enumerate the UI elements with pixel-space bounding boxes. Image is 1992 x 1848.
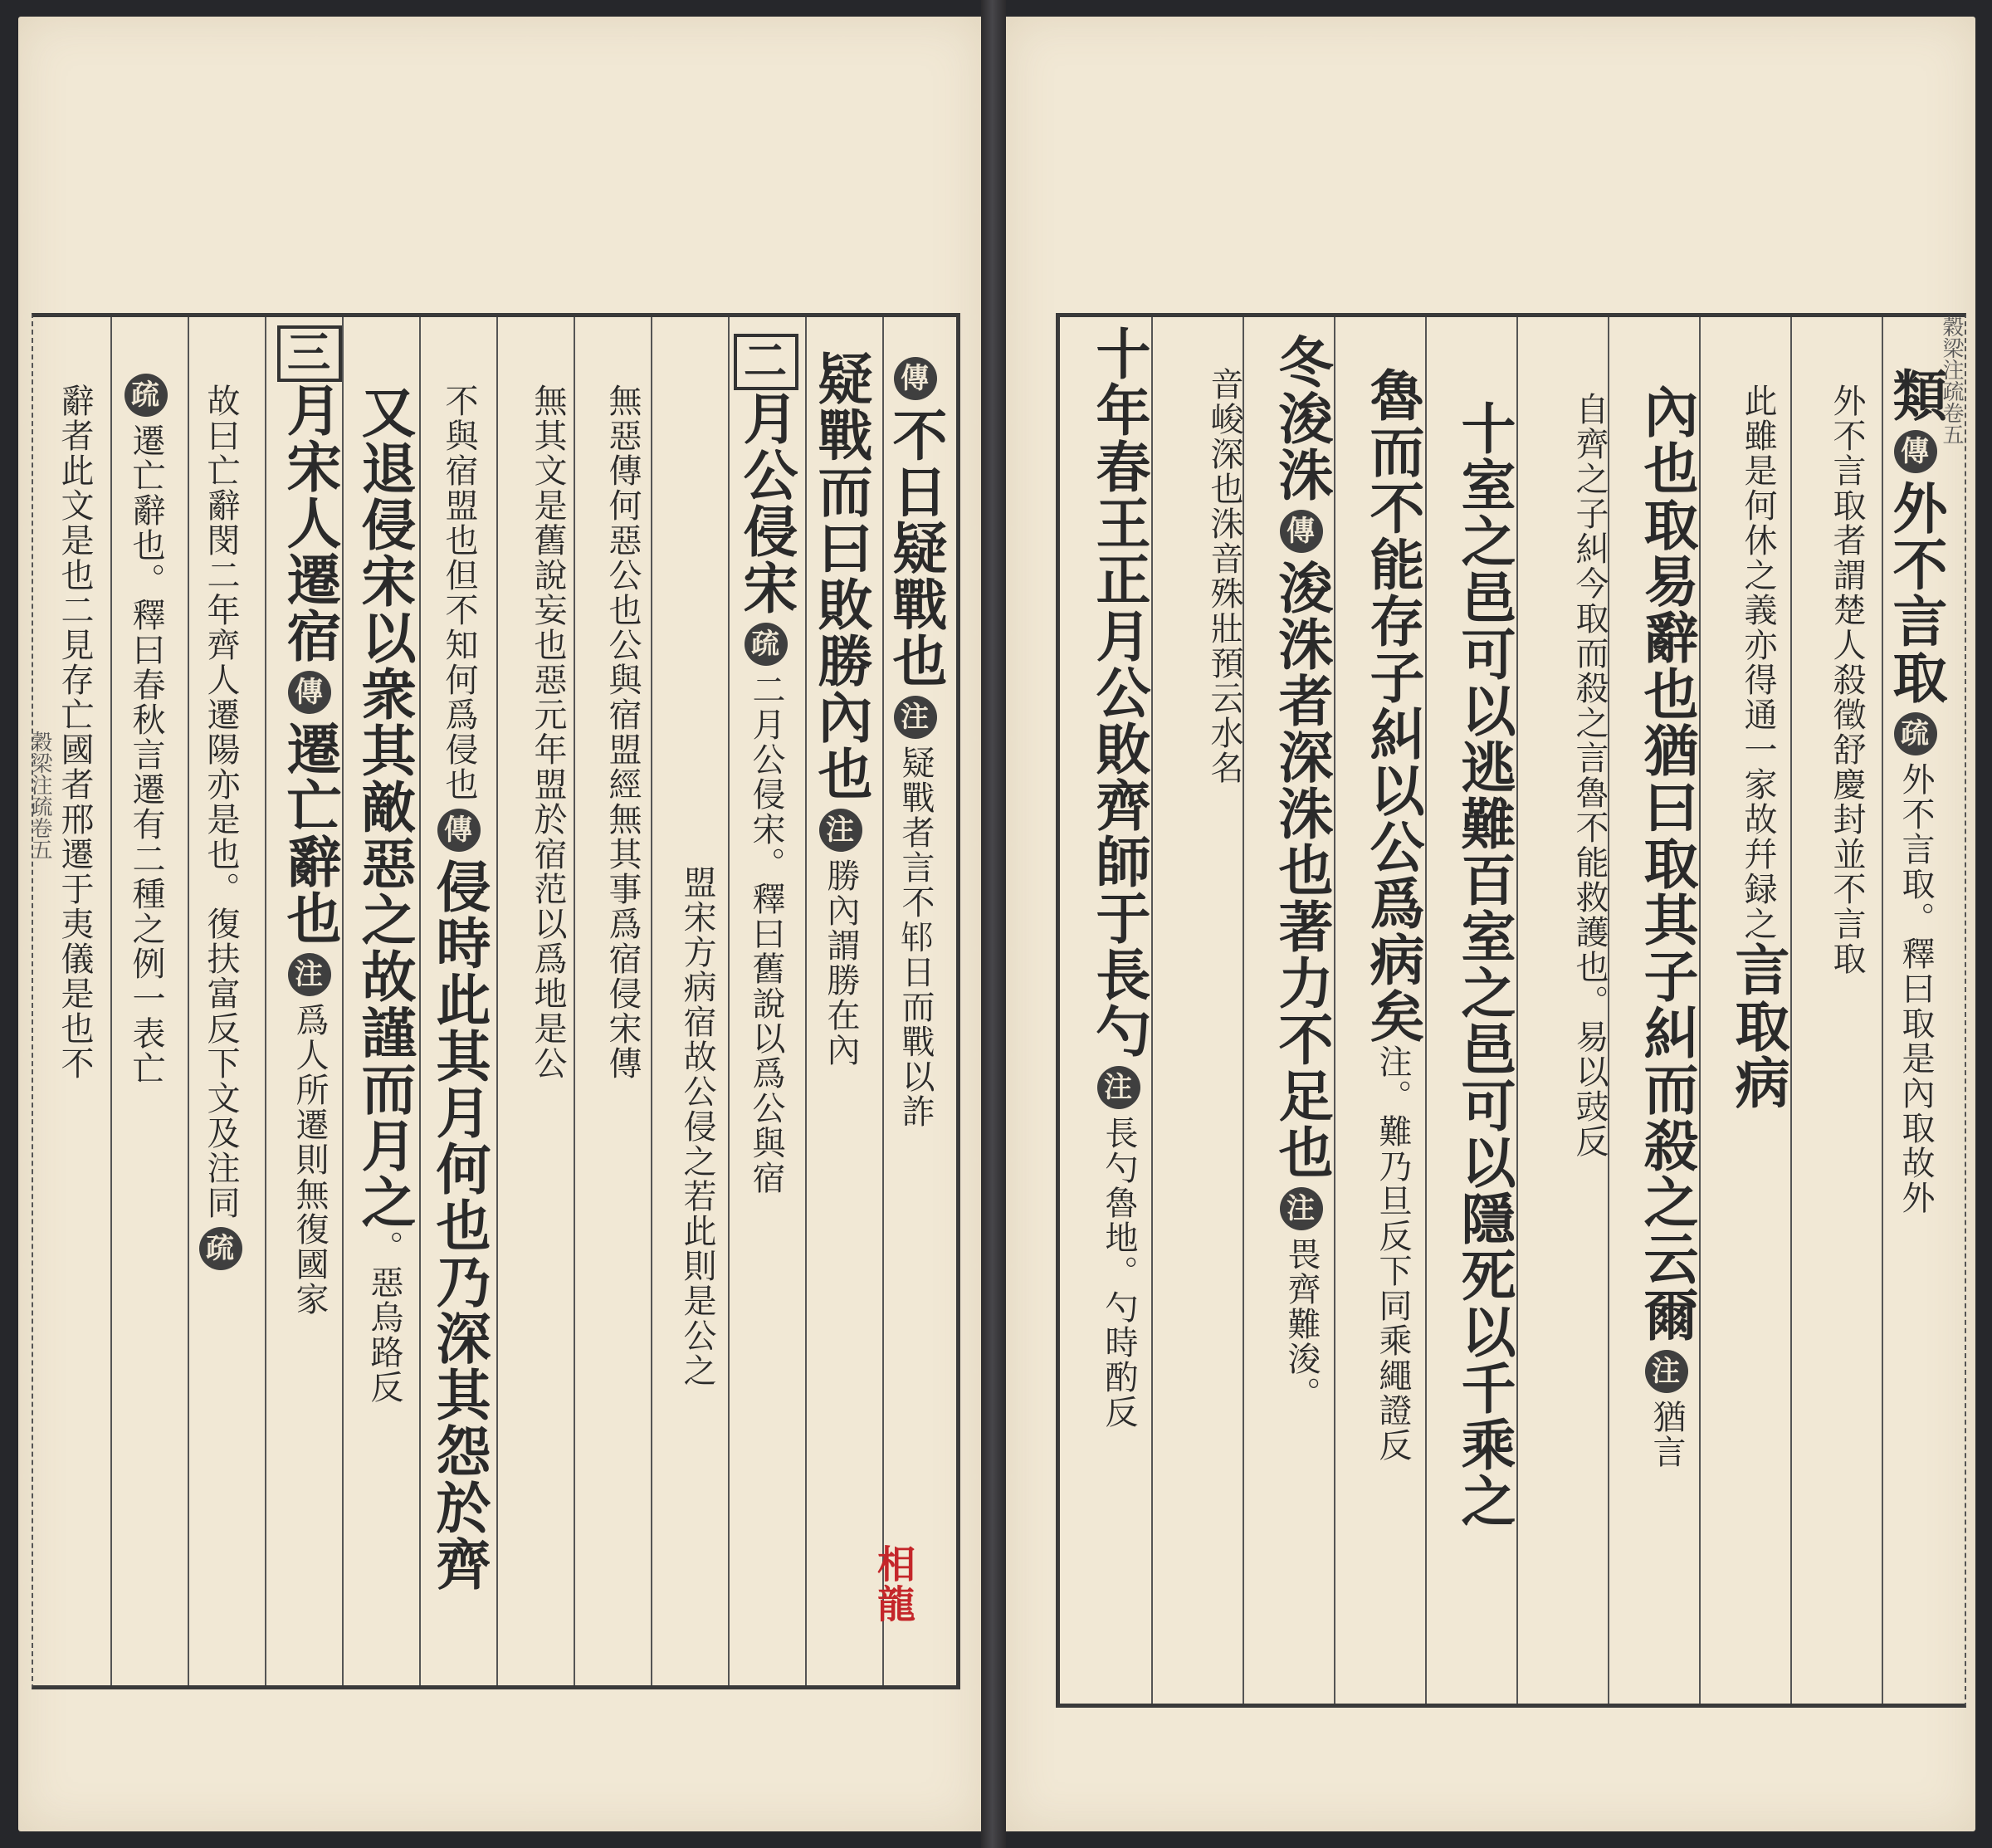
red-seal: 相龍	[872, 1544, 916, 1624]
text-column-12: 辭者此文是也二見存亡國者邢遷于夷儀是也不	[56, 384, 94, 1081]
text-column-r10: 十年春王正月公敗齊師于長勺注長勺魯地。勺時酌反	[1086, 325, 1151, 1430]
column-rule	[651, 317, 652, 1685]
right-page	[1006, 17, 1975, 1831]
text-column-r1: 類傳外不言取疏外不言取。釋曰取是內取故外	[1883, 367, 1948, 1215]
text-column-5: 無惡傳何惡公也公與宿盟經無其事爲宿侵宋傳	[603, 384, 642, 1081]
text-column-r6: 十室之邑可以逃難百室之邑可以隱死以千乘之	[1452, 400, 1516, 1529]
text-column-r7: 魯而不能存子糾以公爲病矣注。難乃旦反下同乘繩證反	[1360, 367, 1425, 1463]
text-column-4: 盟宋方病宿故公侵之若此則是公之	[678, 865, 716, 1388]
note-badge: 注	[894, 696, 937, 739]
text-column-7: 不與宿盟也但不知何爲侵也傳侵時此其月何也乃深其怨於齊	[427, 384, 491, 1592]
text-column-r9: 音峻深也洙音殊壯預云水名	[1205, 367, 1243, 785]
book-gutter	[981, 0, 1006, 1848]
column-rule	[805, 317, 807, 1685]
text-column-r4: 內也取易辭也猶曰取其子糾而殺之云爾注猶言	[1634, 384, 1699, 1469]
column-rule	[1334, 317, 1335, 1704]
column-rule	[110, 317, 112, 1685]
column-rule	[1790, 317, 1792, 1704]
text-column-r5: 自齊之子糾今取而殺之言魯不能救護也。易以豉反	[1570, 392, 1609, 1159]
text-column-6: 無其文是舊說妄也惡元年盟於宿范以爲地是公	[529, 384, 567, 1081]
text-column-r8: 冬浚洙傳浚洙者深洙也著力不足也注畏齊難浚。	[1269, 334, 1334, 1411]
column-rule	[265, 317, 266, 1685]
text-column-1: 傳不日疑戰也注疑戰者言不𨚶日而戰以詐	[883, 350, 948, 1129]
text-column-r2: 外不言取者謂楚人殺徵舒慶封並不言取	[1828, 384, 1866, 976]
column-rule	[496, 317, 498, 1685]
column-rule	[1699, 317, 1701, 1704]
column-rule	[188, 317, 189, 1685]
column-rule	[1151, 317, 1153, 1704]
column-rule	[574, 317, 575, 1685]
column-rule	[1425, 317, 1427, 1704]
column-rule	[1516, 317, 1518, 1704]
text-column-11: 疏遷亡辭也。釋曰春秋言遷有二種之例一表亡	[124, 367, 168, 1086]
text-column-2: 疑戰而曰敗勝內也注勝內謂勝在內	[808, 350, 873, 1068]
month-box: 三	[277, 325, 342, 382]
text-column-9: 三月宋人遷宿傳遷亡辭也注爲人所遷則無復國家	[277, 325, 342, 1317]
month-box: 二	[734, 334, 798, 390]
text-column-10: 故曰亡辭閔二年齊人遷陽亦是也。復扶富反下文及注同疏	[199, 384, 242, 1277]
text-column-8: 又退侵宋以衆其敵惡之故謹而月之。惡烏路反	[352, 384, 417, 1405]
text-column-r3: 此雖是何休之義亦得通一家故幷録之言取病	[1726, 384, 1790, 1111]
column-rule	[419, 317, 421, 1685]
left-page	[18, 17, 981, 1831]
text-column-3: 二月公侵宋疏二月公侵宋。釋曰舊說以爲公與宿	[734, 334, 798, 1195]
column-rule	[728, 317, 730, 1685]
left-text-frame	[32, 313, 960, 1689]
right-text-frame	[1056, 313, 1966, 1708]
marginal-label: 穀梁注疏卷五	[27, 731, 52, 860]
marginal-label-right: 穀梁注疏卷五	[1939, 315, 1964, 445]
column-rule	[342, 317, 344, 1685]
commentary-badge: 傳	[894, 357, 937, 400]
